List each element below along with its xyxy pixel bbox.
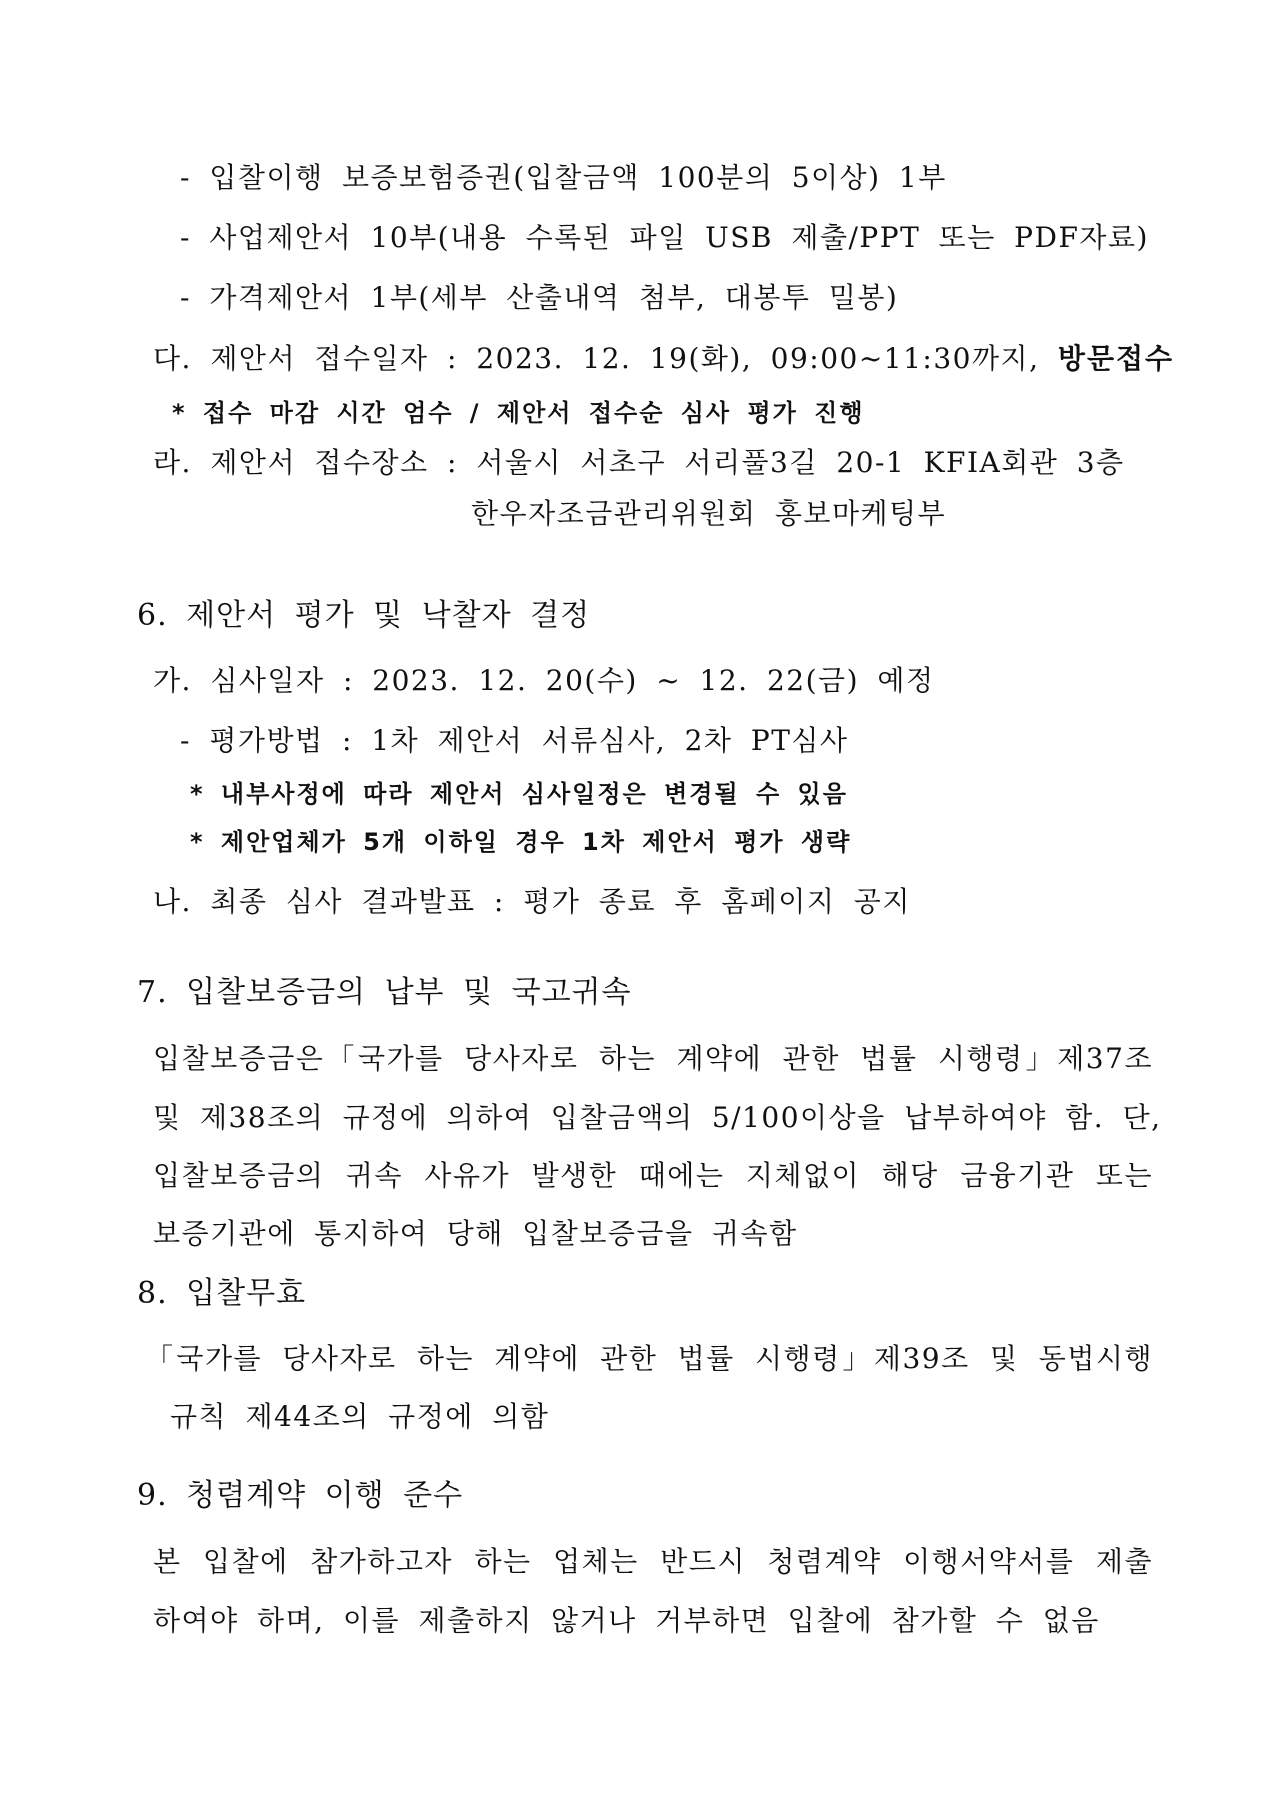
evaluation-note-2: * 제안업체가 5개 이하일 경우 1차 제안서 평가 생략 [190, 828, 852, 856]
integrity-line-1: 본 입찰에 참가하고자 하는 업체는 반드시 청렴계약 이행서약서를 제출 [153, 1545, 1153, 1578]
receipt-place-line: 라. 제안서 접수장소 : 서울시 서초구 서리풀3길 20-1 KFIA회관 3층 [153, 446, 1125, 479]
receipt-place-department: 한우자조금관리위원회 홍보마케팅부 [471, 497, 947, 530]
section-6-title: 6. 제안서 평가 및 낙찰자 결정 [137, 598, 591, 633]
receipt-date-line [153, 342, 1174, 376]
result-announcement-line: 나. 최종 심사 결과발표 : 평가 종료 후 홈페이지 공지 [153, 885, 911, 918]
review-date-line: 가. 심사일자 : 2023. 12. 20(수) ~ 12. 22(금) 예정 [153, 664, 935, 697]
invalid-bid-line-2: 규칙 제44조의 규정에 의함 [170, 1400, 550, 1433]
receipt-date-text: 다. 제안서 접수일자 : 2023. 12. 19(화), 09:00~11:30까지, [153, 342, 1040, 375]
section-7-title: 7. 입찰보증금의 납부 및 국고귀속 [137, 975, 632, 1010]
section-9-title: 9. 청렴계약 이행 준수 [137, 1478, 464, 1513]
deposit-paragraph-line-1: 입찰보증금은「국가를 당사자로 하는 계약에 관한 법률 시행령」제37조 [153, 1042, 1153, 1075]
integrity-line-2: 하여야 하며, 이를 제출하지 않거나 거부하면 입찰에 참가할 수 없음 [153, 1604, 1100, 1637]
deposit-paragraph-line-4: 보증기관에 통지하여 당해 입찰보증금을 귀속함 [153, 1217, 798, 1250]
evaluation-note-1: * 내부사정에 따라 제안서 심사일정은 변경될 수 있음 [190, 780, 848, 808]
invalid-bid-line-1: 「국가를 당사자로 하는 계약에 관한 법률 시행령」제39조 및 동법시행 [145, 1342, 1153, 1375]
submission-item-bond: - 입찰이행 보증보험증권(입찰금액 100분의 5이상) 1부 [180, 161, 947, 194]
deposit-paragraph-line-3: 입찰보증금의 귀속 사유가 발생한 때에는 지체없이 해당 금융기관 또는 [153, 1159, 1153, 1192]
section-8-title: 8. 입찰무효 [137, 1276, 307, 1311]
submission-item-proposal: - 사업제안서 10부(내용 수록된 파일 USB 제출/PPT 또는 PDF자료) [180, 221, 1149, 254]
deposit-paragraph-line-2: 및 제38조의 규정에 의하여 입찰금액의 5/100이상을 납부하여야 함. 단, [153, 1101, 1162, 1134]
visit-receipt-label: 방문접수 [1057, 342, 1175, 375]
submission-item-price: - 가격제안서 1부(세부 산출내역 첨부, 대봉투 밀봉) [180, 281, 899, 314]
evaluation-method-line: - 평가방법 : 1차 제안서 서류심사, 2차 PT심사 [180, 724, 849, 757]
receipt-note: * 접수 마감 시간 엄수 / 제안서 접수순 심사 평가 진행 [172, 399, 865, 427]
